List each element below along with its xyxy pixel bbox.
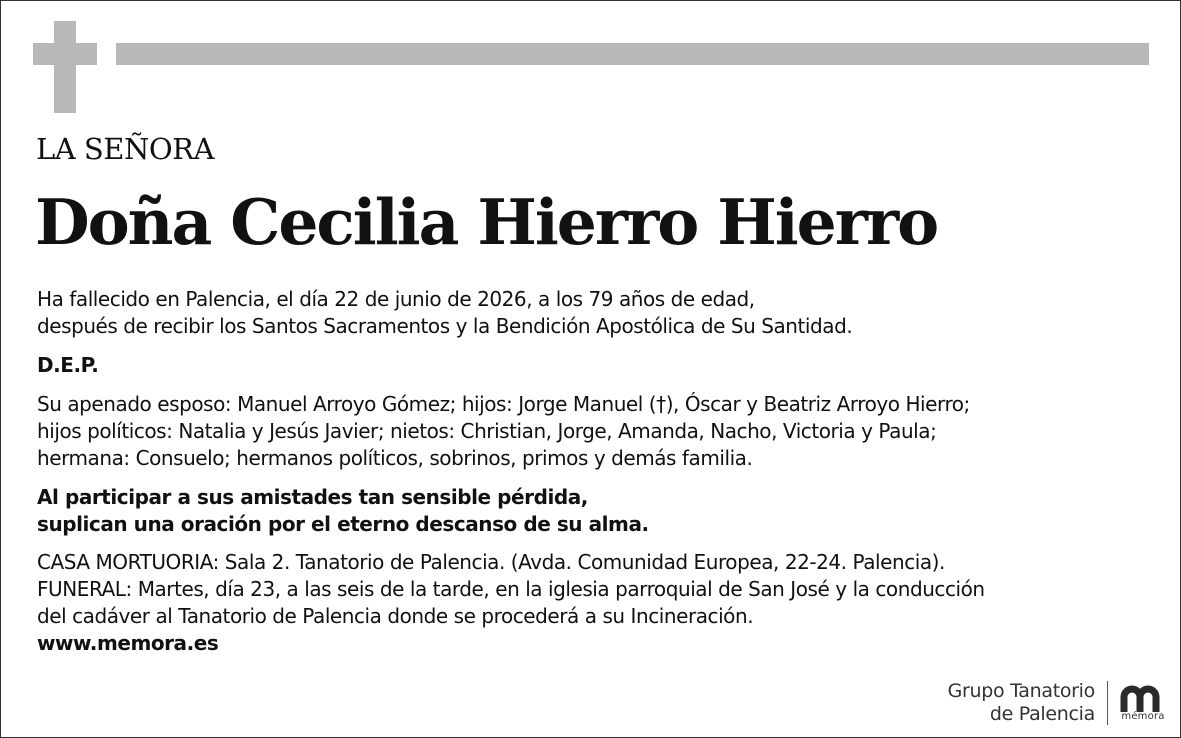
request-line: suplican una oración por el eterno descanso de su alma. [37, 512, 649, 536]
deceased-name: Doña Cecilia Hierro Hierro [35, 185, 938, 259]
company-name [948, 680, 1095, 726]
header-bar [116, 43, 1149, 65]
service-line: FUNERAL: Martes, día 23, a las seis de la tarde, en la iglesia parroquial de San José y la conducción [37, 577, 985, 601]
death-line: Ha fallecido en Palencia, el día 22 de junio de 2026, a los 79 años de edad, [37, 287, 755, 311]
cross-icon-horizontal [33, 43, 97, 65]
company-line: de Palencia [989, 703, 1095, 725]
logo-word: mémora [1121, 710, 1165, 722]
company-line: Grupo Tanatorio [947, 680, 1095, 702]
family-list [37, 391, 970, 472]
family-line: hijos políticos: Natalia y Jesús Javier; nietos: Christian, Jorge, Amanda, Nacho, Victoria y Paula; [37, 419, 937, 443]
family-line: Su apenado esposo: Manuel Arroyo Gómez; hijos: Jorge Manuel (†), Óscar y Beatriz Arroyo Hierro; [37, 392, 970, 416]
footer-divider [1107, 681, 1108, 725]
memora-logo [1120, 685, 1166, 722]
footer-branding [948, 680, 1166, 726]
prayer-request [37, 484, 649, 538]
service-line: del cadáver al Tanatorio de Palencia donde se procederá a su Incineración. [37, 604, 754, 628]
family-line: hermana: Consuelo; hermanos políticos, sobrinos, primos y demás familia. [37, 446, 753, 470]
death-line: después de recibir los Santos Sacramentos y la Bendición Apostólica de Su Santidad. [37, 314, 853, 338]
death-announcement [37, 286, 852, 340]
website-link[interactable]: www.memora.es [37, 631, 219, 655]
cross-icon-vertical [54, 21, 76, 113]
service-line: CASA MORTUORIA: Sala 2. Tanatorio de Palencia. (Avda. Comunidad Europea, 22-24. Palencia). [37, 550, 945, 574]
service-details [37, 549, 985, 657]
dep-label: D.E.P. [37, 353, 99, 377]
honorific-title: LA SEÑORA [36, 132, 214, 166]
request-line: Al participar a sus amistades tan sensible pérdida, [37, 485, 588, 509]
memora-m-icon [1120, 685, 1166, 713]
